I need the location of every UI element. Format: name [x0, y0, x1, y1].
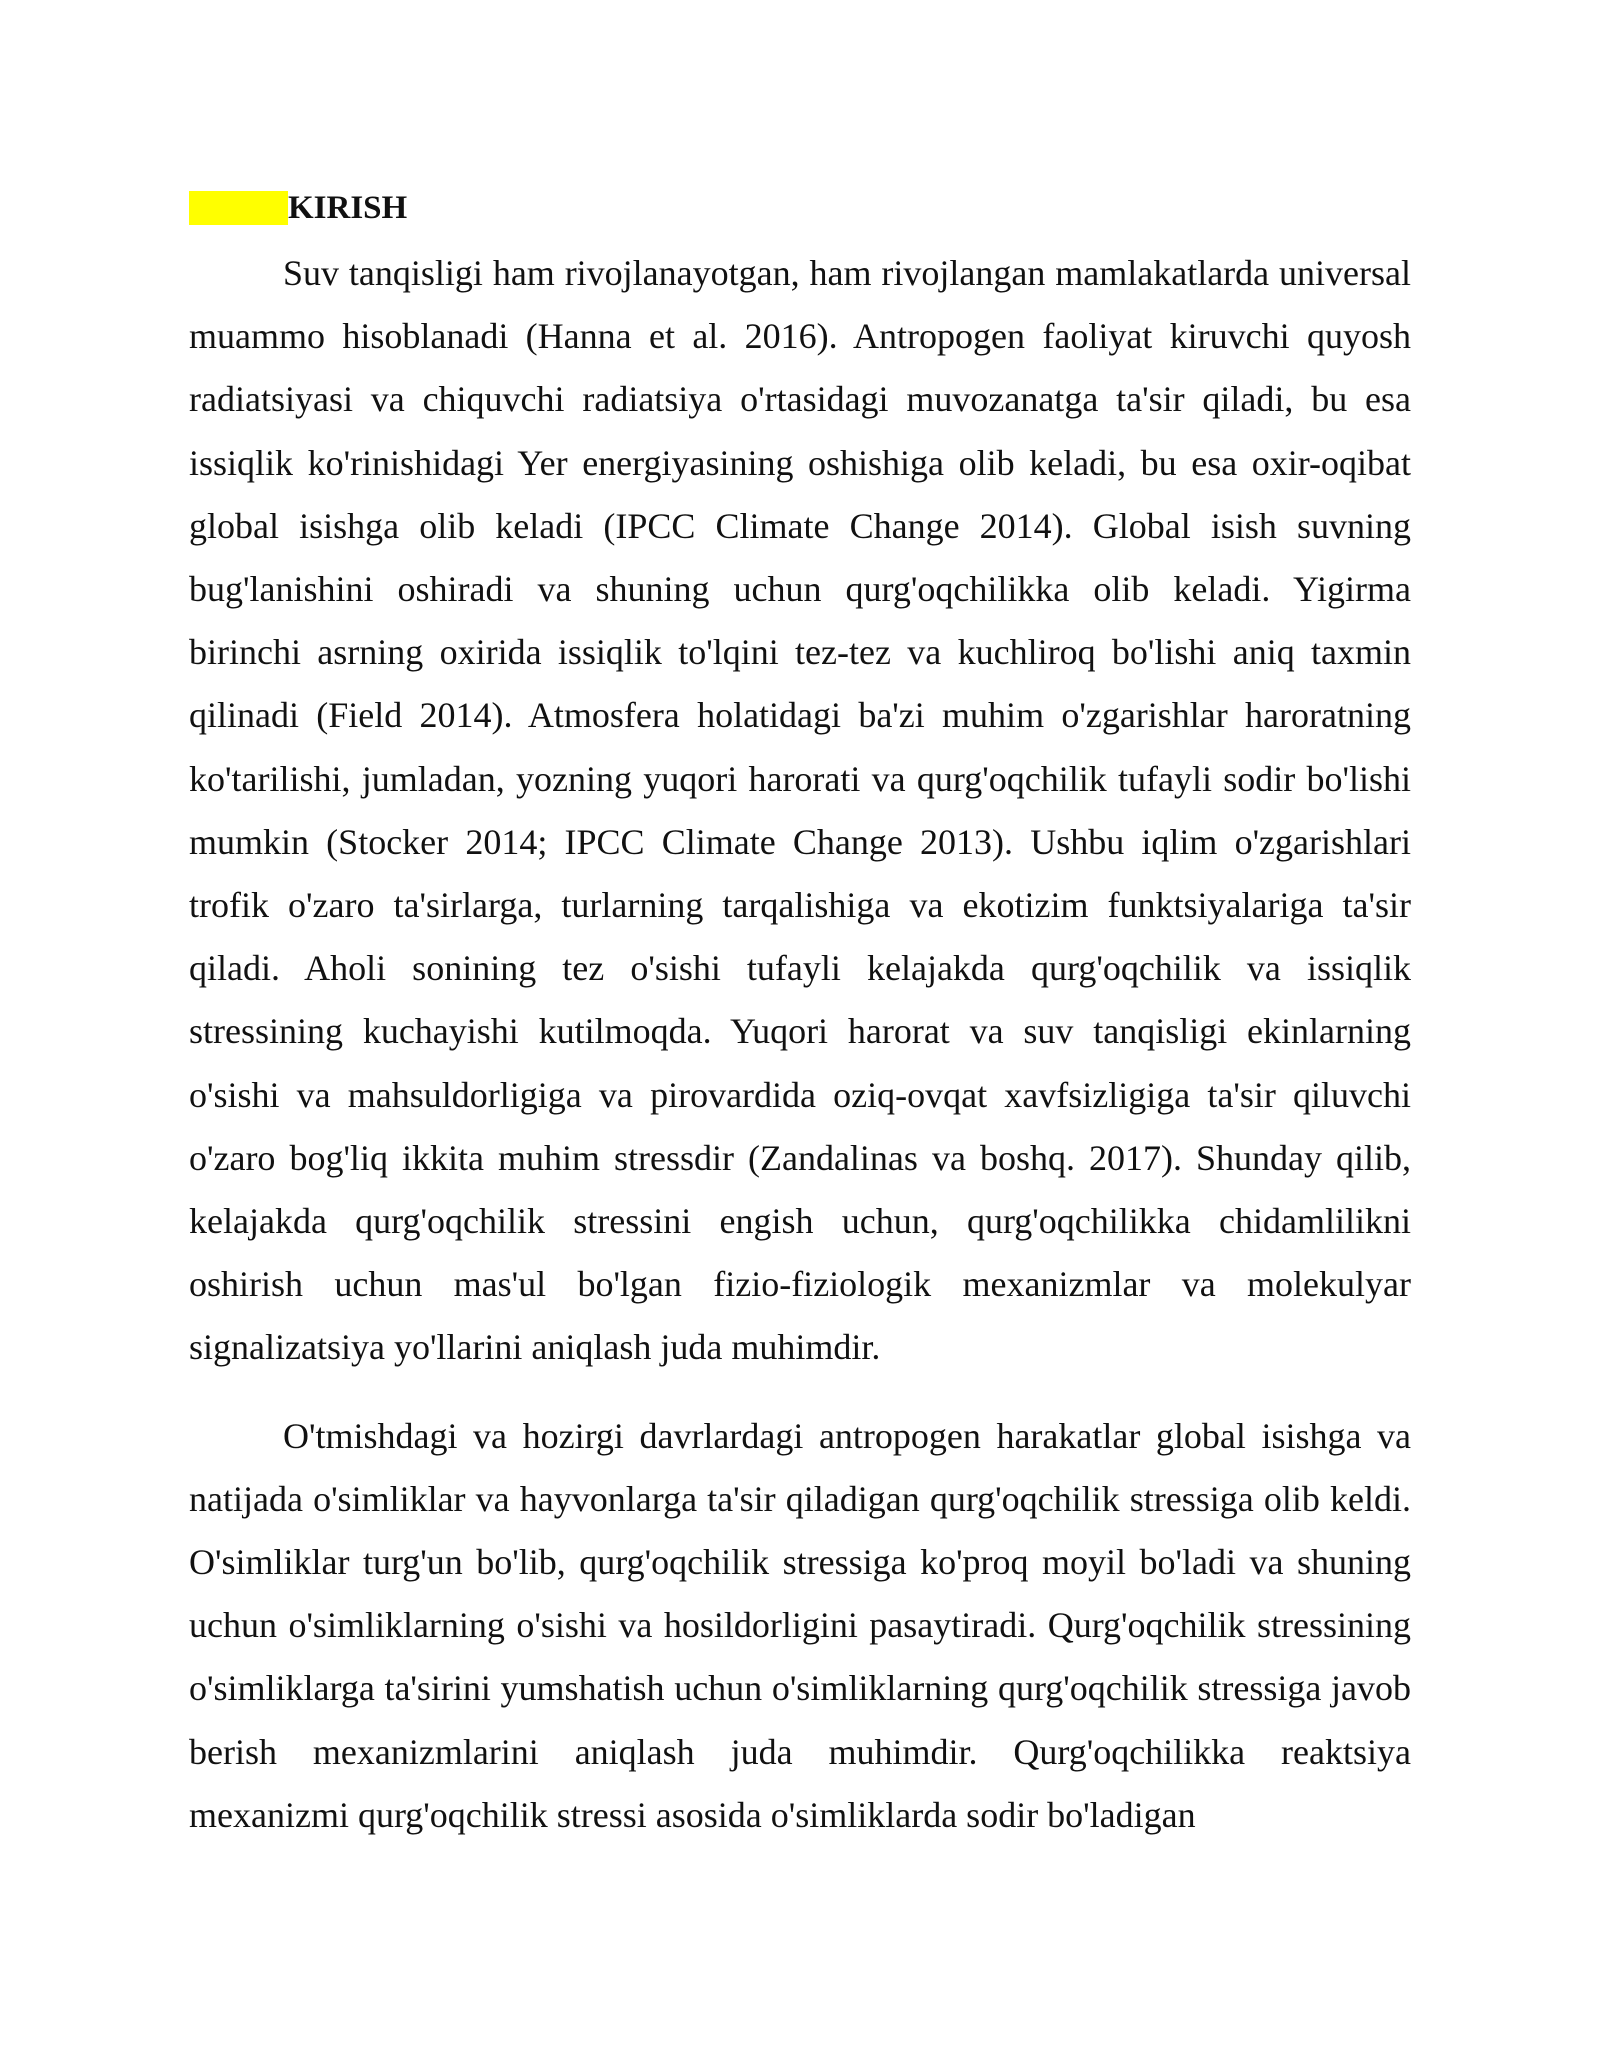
- document-body: [189, 184, 1411, 1847]
- section-heading: [189, 184, 1411, 232]
- highlight-mark: [189, 191, 288, 225]
- paragraph-1: Suv tanqisligi ham rivojlanayotgan, ham rivojlangan mamlakatlarda universal muammo hisoblanadi (Hanna et al. 2016). Antropogen faoliyat kiruvchi quyosh radiatsiyasi va chiquvchi radiatsiya o'rtasidagi muvozanatga ta'sir qiladi, bu esa issiqlik ko'rinishidagi Yer energiyasining oshishiga olib keladi, bu esa oxir-oqibat global isishga olib keladi (IPCC Climate Change 2014). Global isish suvning bug'lanishini oshiradi va shuning uchun qurg'oqchilikka olib keladi. Yigirma birinchi asrning oxirida issiqlik to'lqini tez-tez va kuchliroq bo'lishi aniq taxmin qilinadi (Field 2014). Atmosfera holatidagi ba'zi muhim o'zgarishlar haroratning ko'tarilishi, jumladan, yozning yuqori harorati va qurg'oqchilik tufayli sodir bo'lishi mumkin (Stocker 2014; IPCC Climate Change 2013). Ushbu iqlim o'zgarishlari trofik o'zaro ta'sirlarga, turlarning tarqalishiga va ekotizim funktsiyalariga ta'sir qiladi. Aholi sonining tez o'sishi tufayli kelajakda qurg'oqchilik va issiqlik stressining kuchayishi kutilmoqda. Yuqori harorat va suv tanqisligi ekinlarning o'sishi va mahsuldorligiga va pirovardida oziq-ovqat xavfsizligiga ta'sir qiluvchi o'zaro bog'liq ikkita muhim stressdir (Zandalinas va boshq. 2017). Shunday qilib, kelajakda qurg'oqchilik stressini engish uchun, qurg'oqchilikka chidamlilikni oshirish uchun mas'ul bo'lgan fizio-fiziologik mexanizmlar va molekulyar signalizatsiya yo'llarini aniqlash juda muhimdir.: [189, 253, 1411, 1368]
- paragraph-2: O'tmishdagi va hozirgi davrlardagi antropogen harakatlar global isishga va natijada o'simliklar va hayvonlarga ta'sir qiladigan qurg'oqchilik stressiga olib keldi. O'simliklar turg'un bo'lib, qurg'oqchilik stressiga ko'proq moyil bo'ladi va shuning uchun o'simliklarning o'sishi va hosildorligini pasaytiradi. Qurg'oqchilik stressining o'simliklarga ta'sirini yumshatish uchun o'simliklarning qurg'oqchilik stressiga javob berish mexanizmlarini aniqlash juda muhimdir. Qurg'oqchilikka reaktsiya mexanizmi qurg'oqchilik stressi asosida o'simliklarda sodir bo'ladigan: [189, 1415, 1411, 1835]
- section-heading-text: KIRISH: [288, 190, 408, 226]
